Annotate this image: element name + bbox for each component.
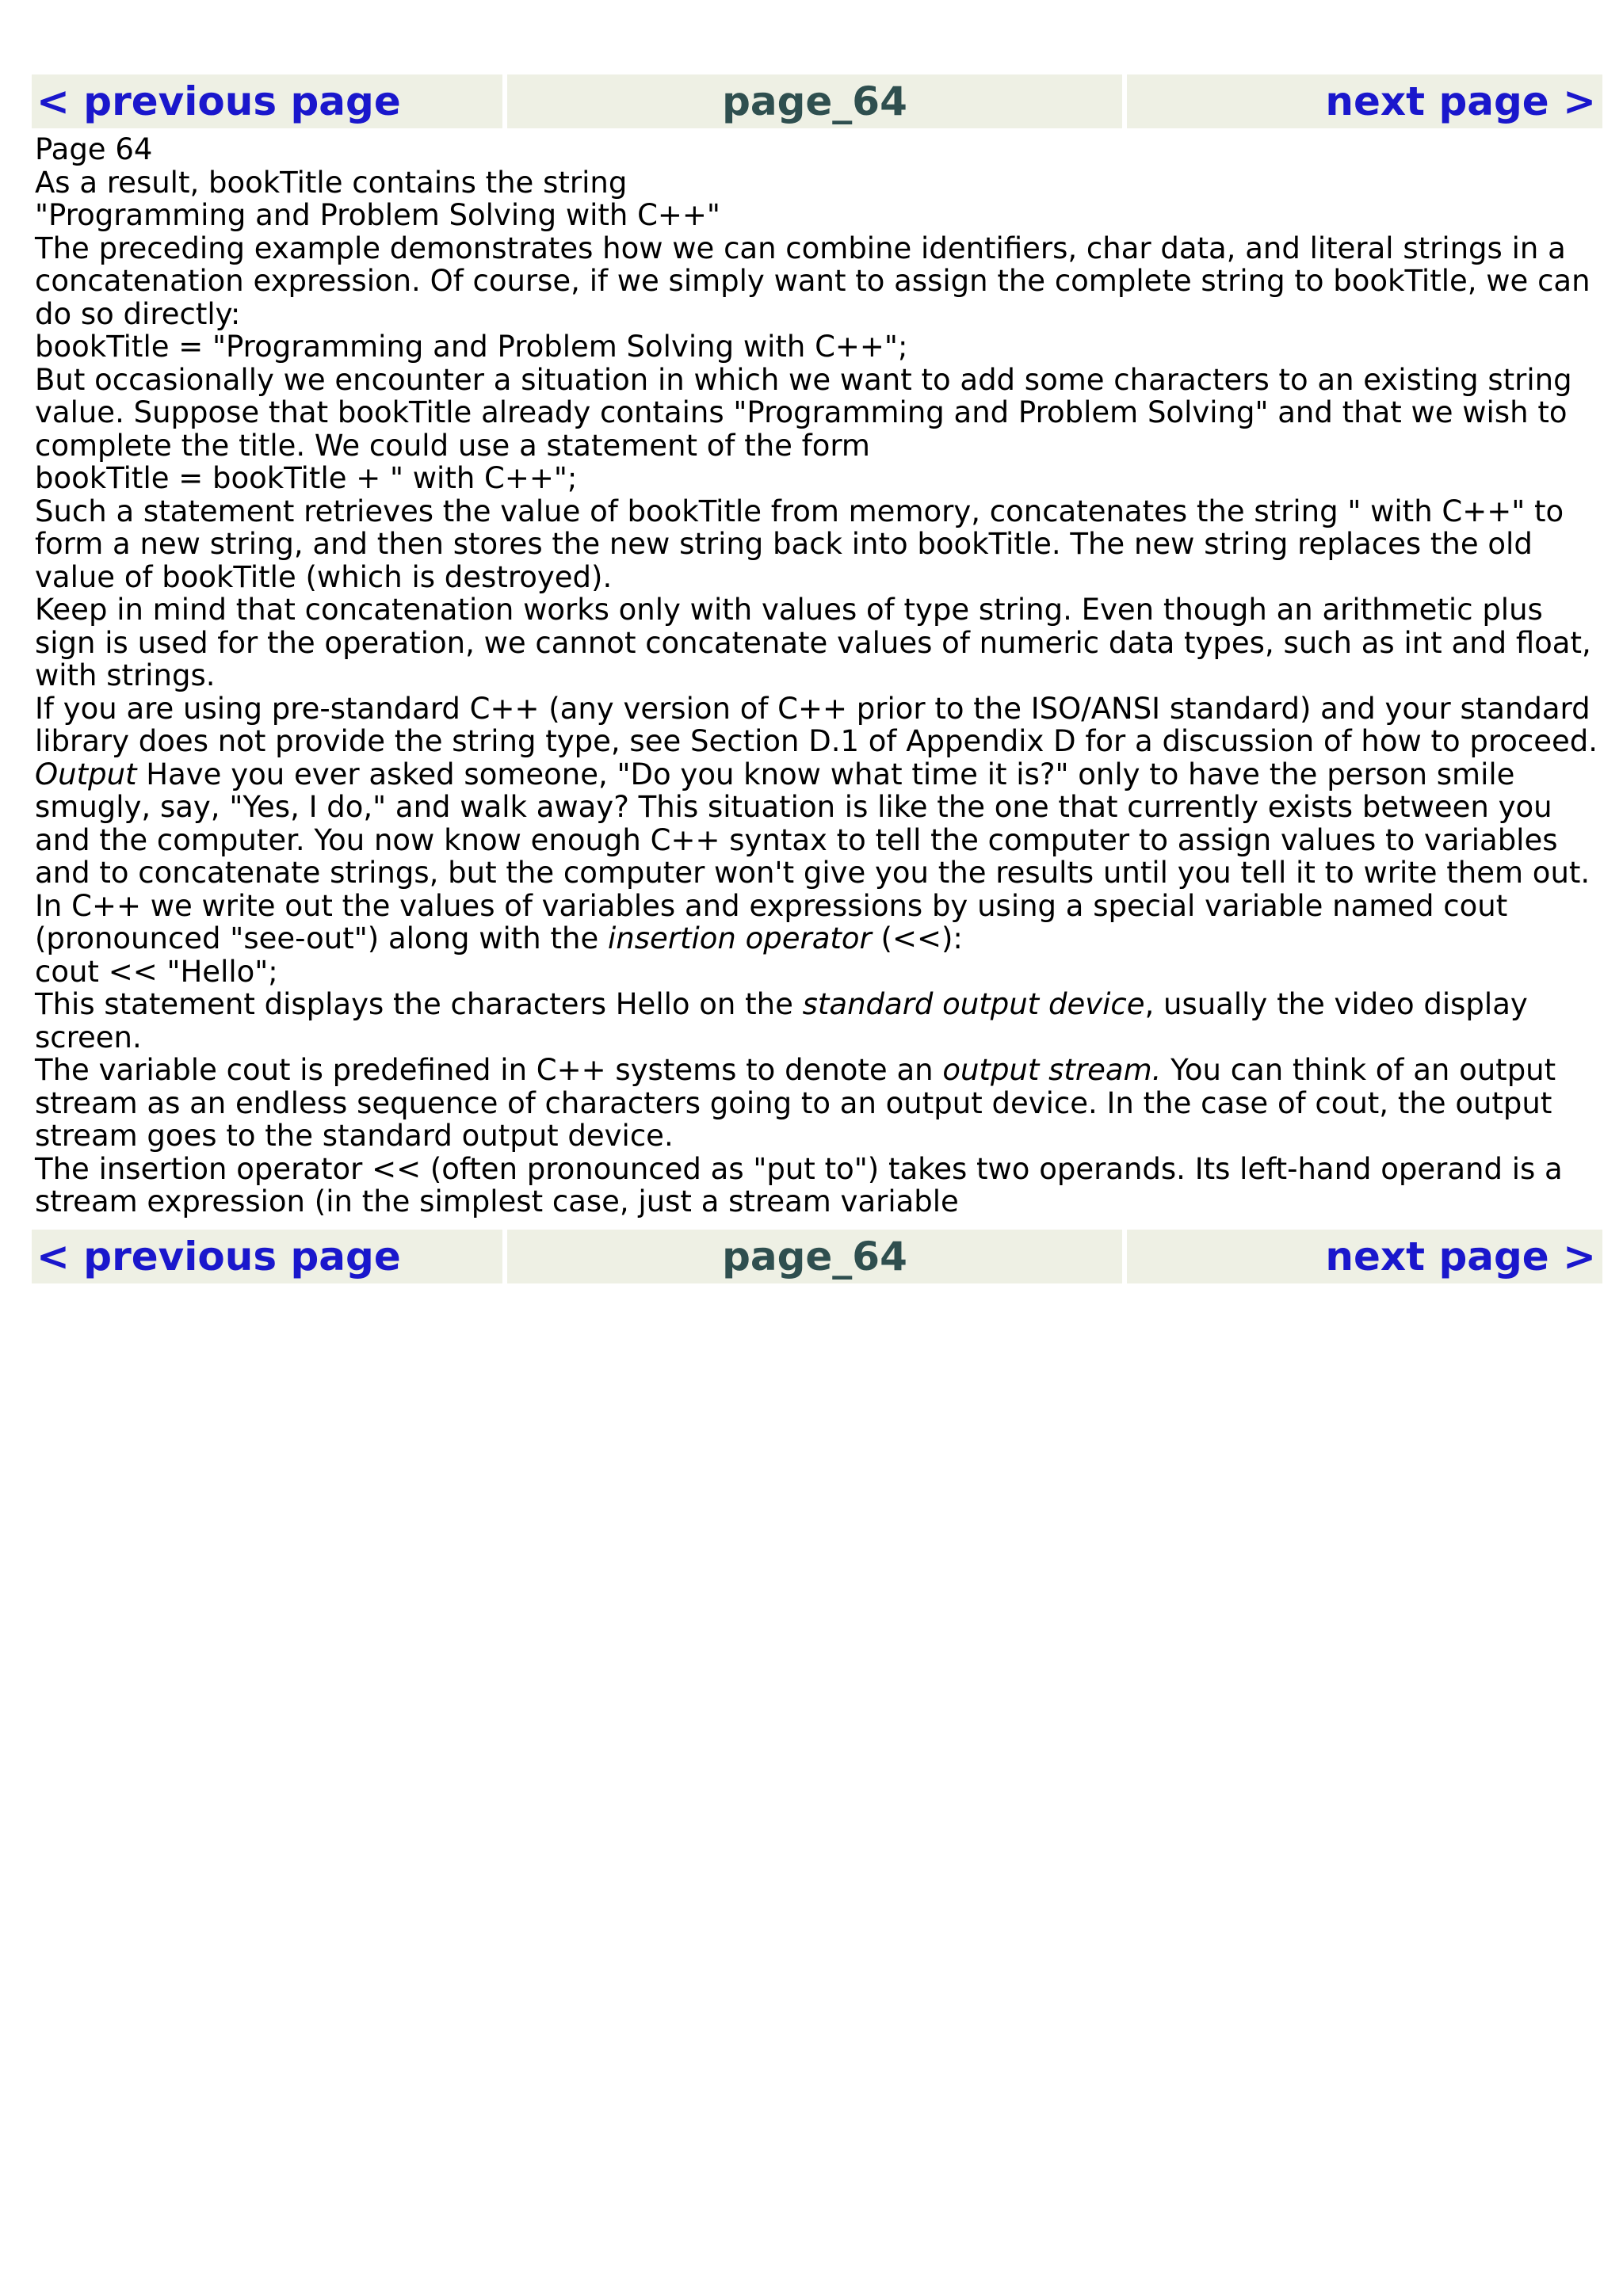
paragraph: Keep in mind that concatenation works only with values of type string. Even though an arithmetic plus sign is used for the operation, we cannot concatenate values of numeric data types, such as int and float, with strings. <box>35 593 1591 692</box>
bottom-nav-bar <box>32 1230 1602 1283</box>
next-page-link[interactable]: next page > <box>1127 74 1602 128</box>
paragraph <box>35 890 1599 955</box>
output-stream-term: output stream. <box>942 1053 1162 1087</box>
page-indicator: page_64 <box>507 74 1122 128</box>
top-nav-bar <box>32 74 1602 128</box>
paragraph-text: In C++ we write out the values of variables and expressions by using a special variable named cout (pronounced "see-out") along with the <box>35 888 1508 955</box>
next-page-link[interactable]: next page > <box>1127 1230 1602 1283</box>
output-term: Output <box>35 757 137 791</box>
standard-output-device-term: standard output device <box>802 987 1145 1021</box>
paragraph: The insertion operator << (often pronounced as "put to") takes two operands. Its left-hand operand is a stream expression (in the simplest case, just a stream variable <box>35 1151 1563 1219</box>
paragraph-text: The variable cout is predefined in C++ systems to denote an <box>35 1053 943 1087</box>
previous-page-link[interactable]: < previous page <box>32 1230 502 1283</box>
paragraph: If you are using pre-standard C++ (any version of C++ prior to the ISO/ANSI standard) and your standard library does not provide the string type, see Section D.1 of Appendix D for a discussion of how to proceed. <box>35 691 1598 758</box>
insertion-operator-term: insertion operator <box>608 921 872 955</box>
paragraph <box>35 988 1599 1054</box>
page-container <box>32 74 1602 1283</box>
paragraph-text: , usually the video display screen. <box>35 987 1528 1055</box>
page-indicator: page_64 <box>507 1230 1122 1283</box>
paragraph-text: (<<): <box>871 921 963 955</box>
paragraph <box>35 1054 1599 1153</box>
paragraph <box>35 758 1599 890</box>
paragraph-text: You can think of an output stream as an endless sequence of characters going to an output device. In the case of cout, the output stream goes to the standard output device. <box>35 1053 1556 1153</box>
code-line: bookTitle = "Programming and Problem Solving with C++"; <box>35 330 908 364</box>
page-content <box>32 128 1602 1223</box>
code-line: bookTitle = bookTitle + " with C++"; <box>35 461 578 495</box>
paragraph: But occasionally we encounter a situation in which we want to add some characters to an existing string value. Suppose that bookTitle already contains "Programming and Problem Solving" and that we wish to complete the title. We could use a statement of the form <box>35 362 1572 463</box>
paragraph: Such a statement retrieves the value of bookTitle from memory, concatenates the string " with C++" to form a new string, and then stores the new string back into bookTitle. The new string replaces the old value of bookTitle (which is destroyed). <box>35 494 1564 594</box>
paragraph: As a result, bookTitle contains the string <box>35 165 628 200</box>
page-heading: Page 64 <box>35 132 153 166</box>
previous-page-link[interactable]: < previous page <box>32 74 502 128</box>
paragraph: "Programming and Problem Solving with C++" <box>35 198 720 232</box>
paragraph: The preceding example demonstrates how we can combine identifiers, char data, and literal strings in a concatenation expression. Of course, if we simply want to assign the complete string to bookTitle, we can do so directly: <box>35 231 1591 331</box>
paragraph-text: Have you ever asked someone, "Do you know what time it is?" only to have the person smile smugly, say, "Yes, I do," and walk away? This situation is like the one that currently exists between you and the computer. You now know enough C++ syntax to tell the computer to assign values to variables and to concatenate strings, but the computer won't give you the results until you tell it to write them out. <box>35 757 1591 890</box>
paragraph-text: This statement displays the characters Hello on the <box>35 987 803 1021</box>
code-line: cout << "Hello"; <box>35 954 278 989</box>
